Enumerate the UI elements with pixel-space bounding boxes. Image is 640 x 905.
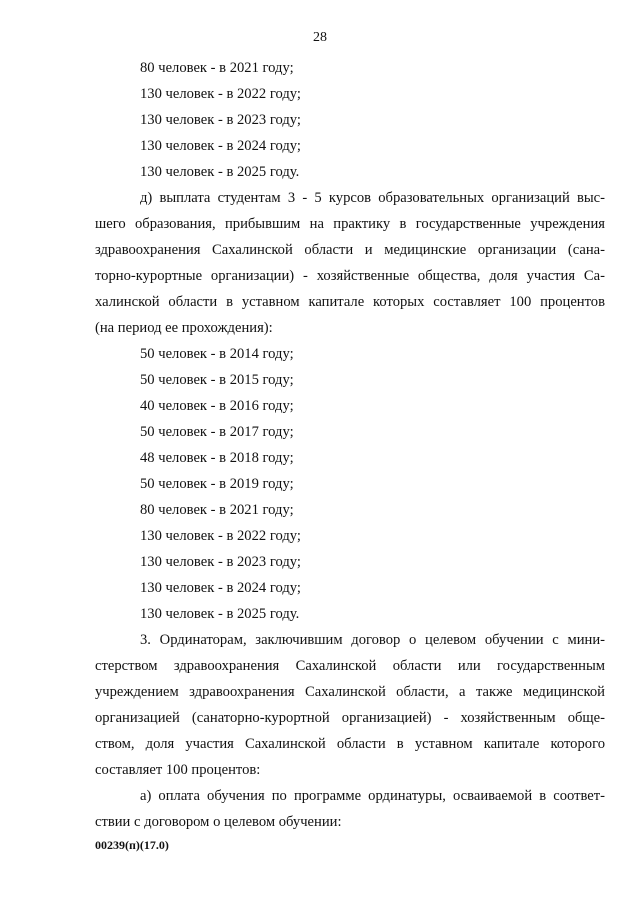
list-item: 130 человек - в 2022 году; bbox=[140, 86, 301, 102]
list-item: 80 человек - в 2021 году; bbox=[140, 502, 294, 518]
paragraph-3-line: организацией (санаторно-курортной организацией) - хозяйственным обще- bbox=[95, 710, 605, 726]
page-number: 28 bbox=[313, 30, 327, 45]
list-item: 50 человек - в 2015 году; bbox=[140, 372, 294, 388]
list-item: 130 человек - в 2022 году; bbox=[140, 528, 301, 544]
paragraph-3-line: составляет 100 процентов: bbox=[95, 762, 261, 778]
list-item: 50 человек - в 2017 году; bbox=[140, 424, 294, 440]
paragraph-d-line: халинской области в уставном капитале которых составляет 100 процентов bbox=[95, 294, 605, 310]
list-item: 130 человек - в 2024 году; bbox=[140, 580, 301, 596]
document-code: 00239(п)(17.0) bbox=[95, 838, 169, 852]
paragraph-d-line: д) выплата студентам 3 - 5 курсов образовательных организаций выс- bbox=[140, 190, 605, 206]
paragraph-3-line: 3. Ординаторам, заключившим договор о целевом обучении с мини- bbox=[140, 632, 605, 648]
paragraph-d-line: торно-курортные организации) - хозяйственные общества, доля участия Са- bbox=[95, 268, 605, 284]
paragraph-3-line: ством, доля участия Сахалинской области в уставном капитале которого bbox=[95, 736, 605, 752]
paragraph-3-line: учреждением здравоохранения Сахалинской области, а также медицинской bbox=[95, 684, 605, 700]
document-body bbox=[95, 55, 605, 835]
list-item: 130 человек - в 2025 году. bbox=[140, 164, 300, 180]
list-item: 80 человек - в 2021 году; bbox=[140, 60, 294, 76]
list-item: 130 человек - в 2025 году. bbox=[140, 606, 300, 622]
list-item: 50 человек - в 2019 году; bbox=[140, 476, 294, 492]
list-item: 50 человек - в 2014 году; bbox=[140, 346, 294, 362]
paragraph-d-line: здравоохранения Сахалинской области и медицинские организации (сана- bbox=[95, 242, 605, 258]
list-item: 40 человек - в 2016 году; bbox=[140, 398, 294, 414]
paragraph-a-line: ствии с договором о целевом обучении: bbox=[95, 814, 342, 830]
paragraph-d-line: (на период ее прохождения): bbox=[95, 320, 273, 336]
list-item: 130 человек - в 2024 году; bbox=[140, 138, 301, 154]
list-item: 48 человек - в 2018 году; bbox=[140, 450, 294, 466]
paragraph-d-line: шего образования, прибывшим на практику в государственные учреждения bbox=[95, 216, 605, 232]
list-item: 130 человек - в 2023 году; bbox=[140, 112, 301, 128]
list-item: 130 человек - в 2023 году; bbox=[140, 554, 301, 570]
paragraph-a-line: а) оплата обучения по программе ординатуры, осваиваемой в соответ- bbox=[140, 788, 605, 804]
paragraph-3-line: стерством здравоохранения Сахалинской области или государственным bbox=[95, 658, 605, 674]
